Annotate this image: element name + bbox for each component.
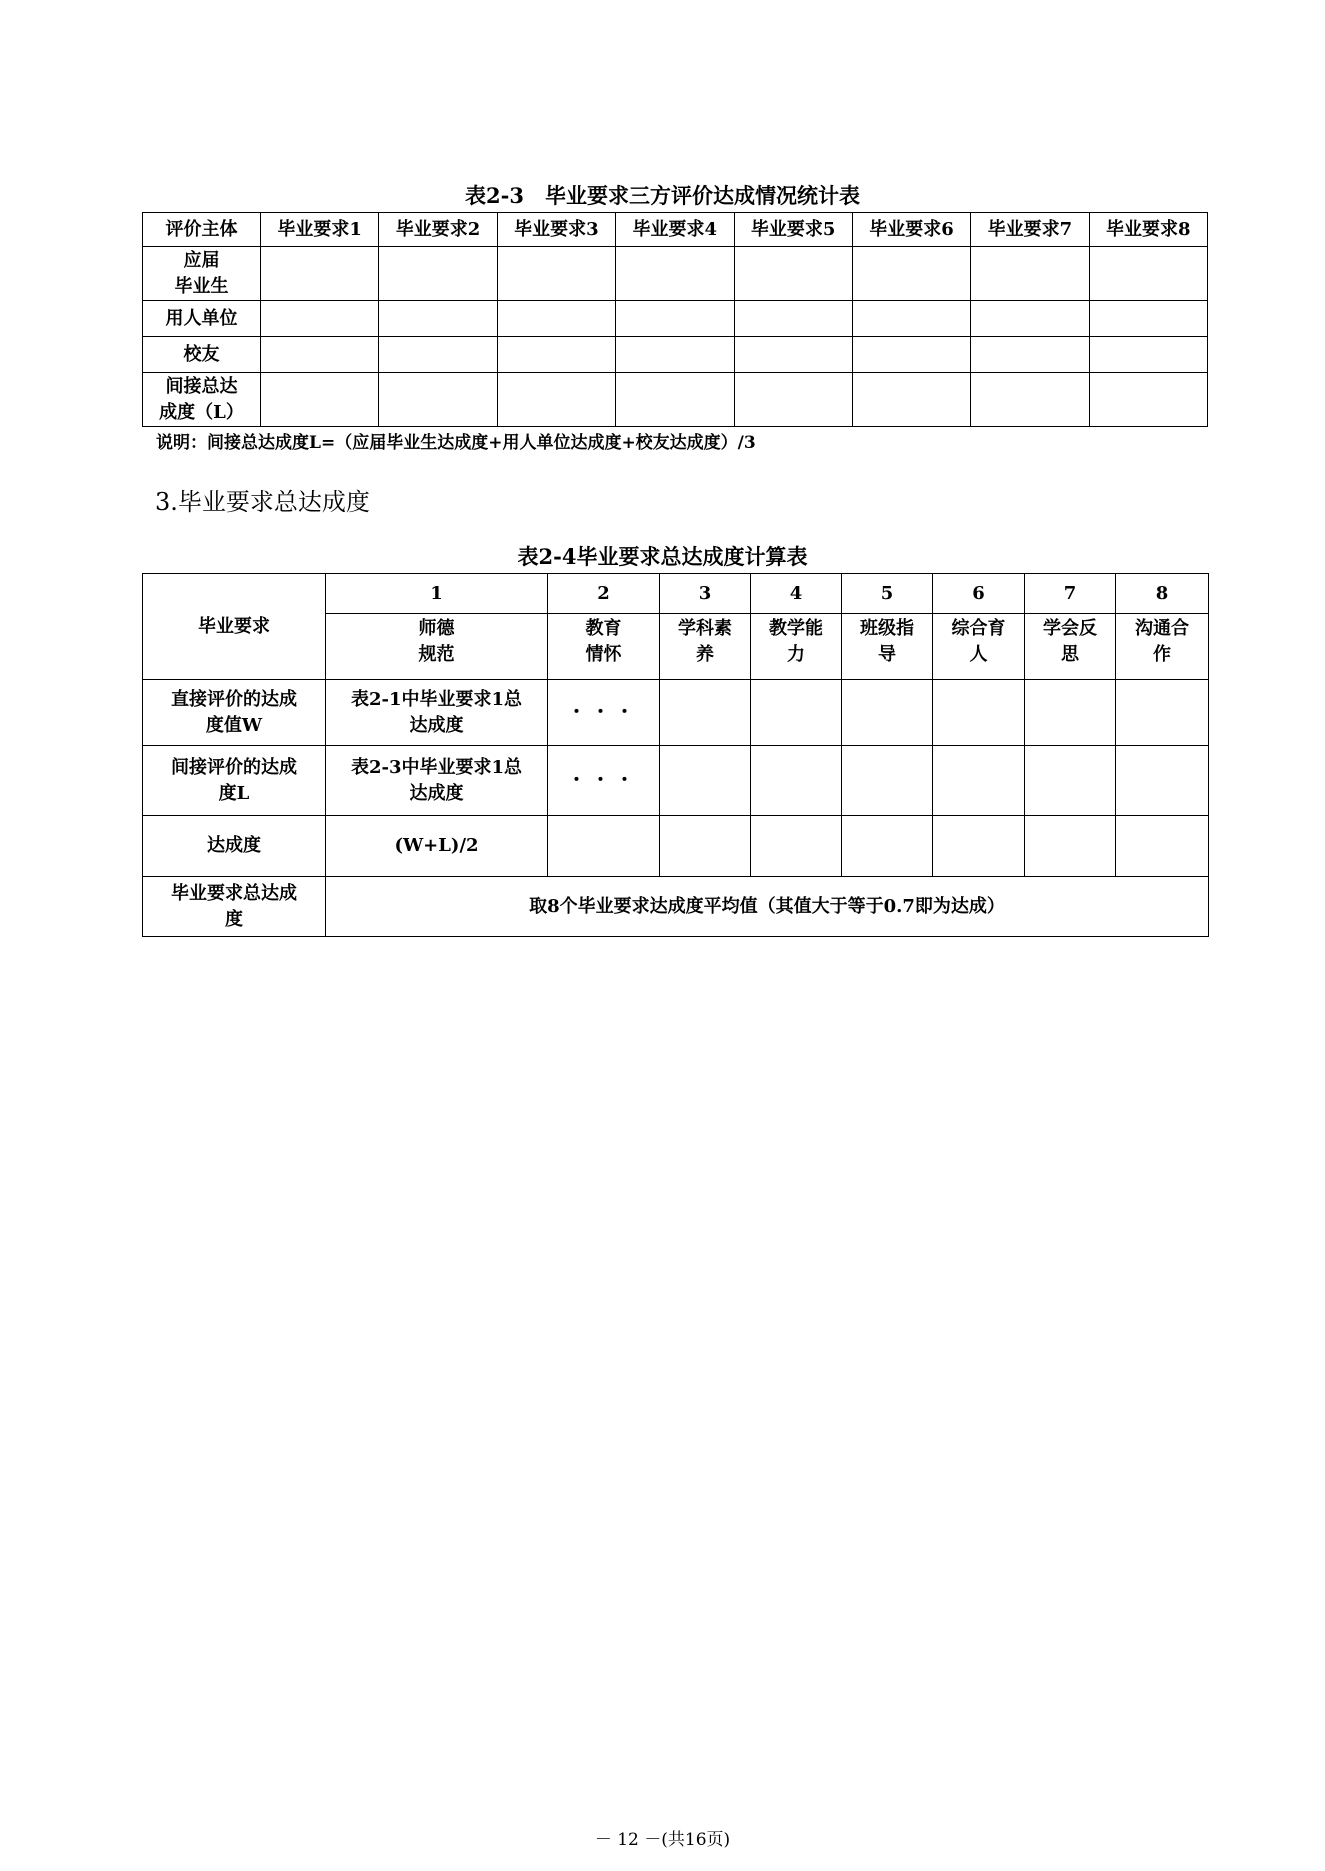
row-label: 毕业要求总达成 度	[143, 877, 326, 937]
row-label: 达成度	[143, 816, 326, 877]
requirement-number: 6	[933, 574, 1025, 614]
total-row	[143, 877, 1209, 937]
row-label: 校友	[143, 337, 261, 373]
formula-cell: (W+L)/2	[326, 816, 548, 877]
table-row	[143, 337, 1208, 373]
table-header-row	[143, 213, 1208, 247]
requirement-number: 1	[326, 574, 548, 614]
table-row	[143, 301, 1208, 337]
header-cell: 毕业要求2	[379, 213, 497, 247]
page-footer: － 12 －(共16页)	[594, 1830, 731, 1850]
table1-caption: 表2-3 毕业要求三方评价达成情况统计表	[465, 183, 860, 208]
ellipsis-cell: ・・・	[548, 746, 660, 816]
table-row	[143, 746, 1209, 816]
header-cell: 毕业要求5	[734, 213, 852, 247]
cell-value: 表2-3中毕业要求1总 达成度	[326, 746, 548, 816]
requirement-number: 3	[660, 574, 751, 614]
section-title: 3.毕业要求总达成度	[155, 488, 370, 516]
requirement-number: 8	[1116, 574, 1209, 614]
number-row	[143, 574, 1209, 614]
requirement-name: 学科素 养	[660, 614, 751, 680]
ellipsis-cell: ・・・	[548, 680, 660, 746]
table1-note: 说明：间接总达成度L=（应届毕业生达成度+用人单位达成度+校友达成度）/3	[156, 433, 756, 453]
requirement-name: 教育 情怀	[548, 614, 660, 680]
requirement-name: 师德 规范	[326, 614, 548, 680]
table-row	[143, 680, 1209, 746]
requirement-name: 学会反 思	[1025, 614, 1116, 680]
requirement-name: 教学能 力	[751, 614, 842, 680]
row-label: 间接评价的达成 度L	[143, 746, 326, 816]
header-cell: 毕业要求6	[852, 213, 970, 247]
row-label: 直接评价的达成 度值W	[143, 680, 326, 746]
header-cell: 毕业要求8	[1089, 213, 1207, 247]
table-row	[143, 373, 1208, 427]
row-label: 用人单位	[143, 301, 261, 337]
three-party-evaluation-table	[142, 212, 1208, 427]
requirement-number: 4	[751, 574, 842, 614]
requirement-name: 班级指 导	[842, 614, 933, 680]
cell-value: 表2-1中毕业要求1总 达成度	[326, 680, 548, 746]
total-value: 取8个毕业要求达成度平均值（其值大于等于0.7即为达成）	[326, 877, 1209, 937]
table-row	[143, 247, 1208, 301]
requirement-number: 2	[548, 574, 660, 614]
table2-caption: 表2-4毕业要求总达成度计算表	[517, 544, 808, 569]
header-cell: 毕业要求3	[497, 213, 615, 247]
header-cell: 毕业要求1	[261, 213, 379, 247]
requirement-name: 综合育 人	[933, 614, 1025, 680]
requirement-number: 7	[1025, 574, 1116, 614]
requirement-name: 沟通合 作	[1116, 614, 1209, 680]
header-cell: 评价主体	[143, 213, 261, 247]
row-label: 间接总达 成度（L）	[143, 373, 261, 427]
corner-label: 毕业要求	[143, 574, 326, 680]
total-achievement-table	[142, 573, 1209, 937]
requirement-number: 5	[842, 574, 933, 614]
header-cell: 毕业要求4	[616, 213, 734, 247]
table-row	[143, 816, 1209, 877]
header-cell: 毕业要求7	[971, 213, 1089, 247]
row-label: 应届 毕业生	[143, 247, 261, 301]
